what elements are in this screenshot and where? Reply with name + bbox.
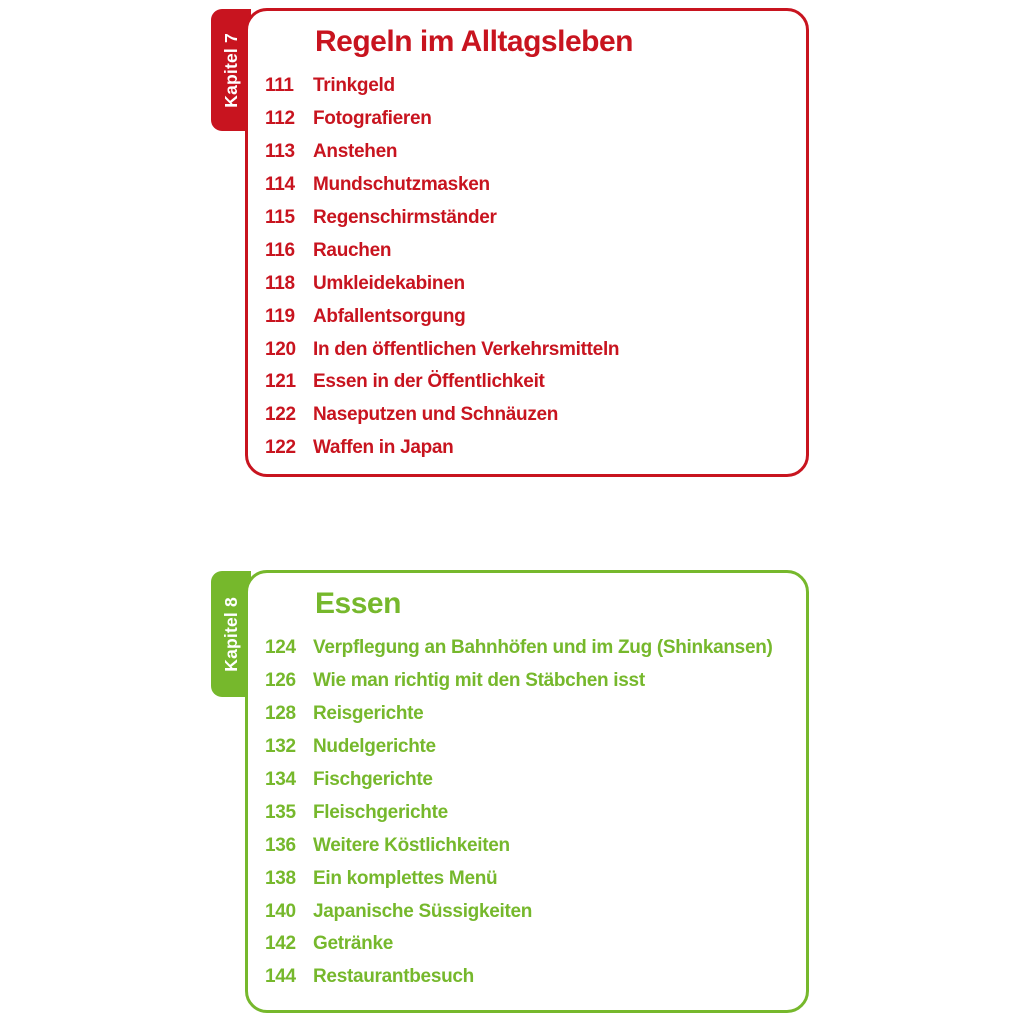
toc-entry-label: In den öffentlichen Verkehrsmitteln bbox=[313, 338, 620, 360]
chapter-8-title: Essen bbox=[315, 587, 401, 620]
toc-entry-row bbox=[265, 698, 786, 731]
toc-page-number: 120 bbox=[265, 338, 296, 360]
chapter-8-toc-list bbox=[265, 632, 786, 994]
toc-page-number: 122 bbox=[265, 437, 296, 459]
toc-page-number: 115 bbox=[265, 207, 295, 228]
toc-entry-label: Essen in der Öffentlichkeit bbox=[313, 371, 545, 393]
toc-entry-label: Fotografieren bbox=[313, 108, 432, 130]
toc-page-number: 111 bbox=[265, 75, 294, 97]
toc-entry-label: Trinkgeld bbox=[313, 75, 395, 97]
toc-page-number: 124 bbox=[265, 637, 296, 659]
toc-entry-row bbox=[265, 928, 786, 961]
toc-entry-row bbox=[265, 366, 786, 399]
toc-entry-label: Naseputzen und Schnäuzen bbox=[313, 404, 559, 426]
toc-page-number: 119 bbox=[265, 305, 295, 327]
toc-entry-label: Reisgerichte bbox=[313, 703, 424, 725]
toc-page-number: 116 bbox=[265, 239, 295, 261]
toc-page-number: 132 bbox=[265, 736, 296, 758]
toc-entry-label: Restaurantbesuch bbox=[313, 966, 474, 988]
toc-page-number: 113 bbox=[265, 141, 295, 163]
toc-entry-row bbox=[265, 731, 786, 764]
toc-entry-label: Japanische Süssigkeiten bbox=[313, 900, 533, 922]
toc-entry-row bbox=[265, 103, 786, 136]
toc-entry-label: Getränke bbox=[313, 933, 393, 955]
toc-page-number: 134 bbox=[265, 769, 296, 790]
toc-page-number: 126 bbox=[265, 670, 296, 692]
toc-entry-label: Fischgerichte bbox=[313, 769, 433, 790]
toc-entry-row bbox=[265, 399, 786, 432]
toc-entry-row bbox=[265, 333, 786, 366]
toc-entry-row bbox=[265, 961, 786, 994]
chapter-7-tab-label: Kapitel 7 bbox=[220, 32, 241, 108]
toc-entry-row bbox=[265, 895, 786, 928]
toc-page-number: 112 bbox=[265, 108, 295, 130]
toc-entry-row bbox=[265, 136, 786, 169]
toc-entry-row bbox=[265, 796, 786, 829]
toc-entry-row bbox=[265, 70, 786, 103]
toc-entry-row bbox=[265, 632, 786, 665]
chapter-8-tab-label: Kapitel 8 bbox=[220, 596, 241, 672]
toc-entry-label: Fleischgerichte bbox=[313, 801, 448, 823]
toc-entry-row bbox=[265, 665, 786, 698]
toc-entry-row bbox=[265, 764, 786, 797]
toc-entry-row bbox=[265, 829, 786, 862]
toc-page-number: 144 bbox=[265, 966, 296, 988]
toc-entry-label: Nudelgerichte bbox=[313, 736, 436, 758]
toc-entry-row bbox=[265, 267, 786, 300]
toc-entry-label: Wie man richtig mit den Stäbchen isst bbox=[313, 670, 645, 692]
toc-entry-label: Ein komplettes Menü bbox=[313, 867, 498, 889]
toc-page-number: 118 bbox=[265, 272, 295, 294]
toc-page-number: 140 bbox=[265, 900, 296, 922]
toc-entry-label: Abfallentsorgung bbox=[313, 305, 466, 327]
toc-page-number: 135 bbox=[265, 801, 296, 823]
toc-entry-label: Umkleidekabinen bbox=[313, 272, 465, 294]
toc-entry-label: Mundschutzmasken bbox=[313, 174, 490, 196]
toc-page-number: 121 bbox=[265, 371, 296, 393]
toc-page-number: 138 bbox=[265, 867, 296, 889]
toc-entry-row bbox=[265, 202, 786, 235]
toc-entry-label: Verpflegung an Bahnhöfen und im Zug (Shinkansen) bbox=[313, 637, 773, 659]
chapter-7-toc-list bbox=[265, 70, 786, 465]
toc-entry-row bbox=[265, 300, 786, 333]
toc-page-number: 136 bbox=[265, 834, 296, 856]
toc-entry-label: Waffen in Japan bbox=[313, 437, 454, 459]
toc-entry-label: Regenschirmständer bbox=[313, 207, 497, 228]
toc-entry-row bbox=[265, 169, 786, 202]
toc-entry-label: Weitere Köstlichkeiten bbox=[313, 834, 510, 856]
chapter-7-title: Regeln im Alltagsleben bbox=[315, 25, 633, 58]
chapter-7-card bbox=[245, 8, 809, 477]
toc-page-number: 128 bbox=[265, 703, 296, 725]
toc-entry-row bbox=[265, 862, 786, 895]
toc-entry-row bbox=[265, 432, 786, 465]
toc-entry-label: Rauchen bbox=[313, 239, 392, 261]
toc-entry-label: Anstehen bbox=[313, 141, 398, 163]
chapter-8-card bbox=[245, 570, 809, 1013]
toc-page-number: 114 bbox=[265, 174, 295, 196]
toc-page-number: 122 bbox=[265, 404, 296, 426]
toc-entry-row bbox=[265, 234, 786, 267]
toc-page-number: 142 bbox=[265, 933, 296, 955]
